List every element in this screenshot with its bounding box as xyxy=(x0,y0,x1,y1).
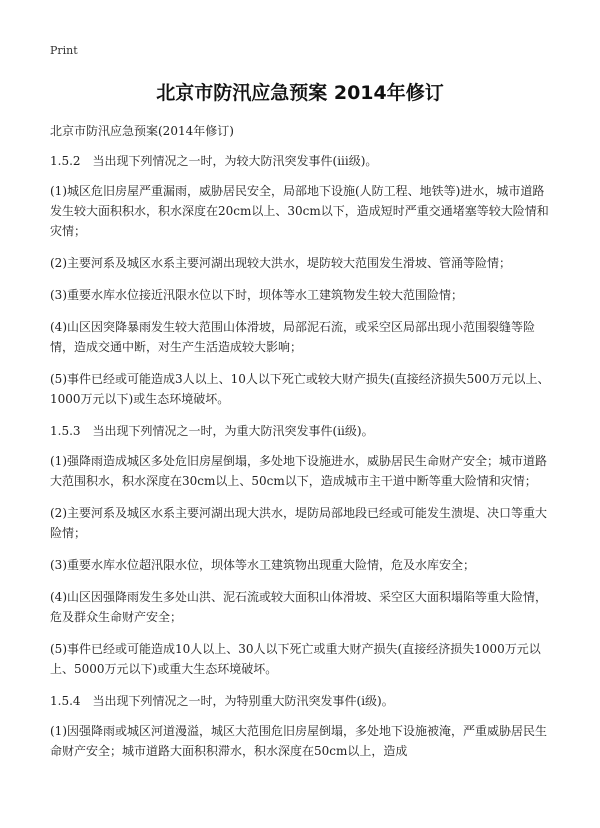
paragraph: (1)强降雨造成城区多处危旧房屋倒塌，多处地下设施进水，威胁居民生命财产安全；城市道路大范围积水，积水深度在30cm以上、50cm以下，造成城市主干道中断等重大险情和灾情； xyxy=(50,454,548,488)
document-body xyxy=(50,121,554,773)
paragraph: (4)山区因突降暴雨发生较大范围山体滑坡，局部泥石流，或采空区局部出现小范围裂缝等险情，造成交通中断，对生产生活造成较大影响； xyxy=(50,320,536,354)
paragraph: (3)重要水库水位接近汛限水位以下时，坝体等水工建筑物发生较大范围险情； xyxy=(50,288,464,302)
document-subtitle: 北京市防汛应急预案(2014年修订) xyxy=(50,124,234,138)
paragraph: (5)事件已经或可能造成10人以上、30人以下死亡或重大财产损失(直接经济损失1000万元以上、5000万元以下)或重大生态环境破坏。 xyxy=(50,642,541,676)
paragraph: (1)城区危旧房屋严重漏雨，威胁居民安全，局部地下设施(人防工程、地铁等)进水，城市道路发生较大面积积水，积水深度在20cm以上、30cm以下，造成短时严重交通堵塞等较大险情和灾情； xyxy=(50,184,549,238)
paragraph: (2)主要河系及城区水系主要河湖出现大洪水，堤防局部地段已经或可能发生溃堤、决口等重大险情； xyxy=(50,506,548,540)
print-label: Print xyxy=(50,44,78,57)
paragraph: (4)山区因强降雨发生多处山洪、泥石流或较大面积山体滑坡、采空区大面积塌陷等重大险情，危及群众生命财产安全； xyxy=(50,590,548,624)
paragraph: (5)事件已经或可能造成3人以上、10人以下死亡或较大财产损失(直接经济损失500万元以上、1000万元以下)或生态环境破坏。 xyxy=(50,372,550,406)
section-heading-1-5-2: 1.5.2 当出现下列情况之一时，为较大防汛突发事件(iii级)。 xyxy=(50,154,378,168)
section-heading-1-5-4: 1.5.4 当出现下列情况之一时，为特别重大防汛突发事件(i级)。 xyxy=(50,694,394,708)
paragraph: (1)因强降雨或城区河道漫溢，城区大范围危旧房屋倒塌，多处地下设施被淹，严重威胁居民生命财产安全；城市道路大面积积滞水，积水深度在50cm以上，造成 xyxy=(50,724,548,758)
paragraph: (3)重要水库水位超汛限水位，坝体等水工建筑物出现重大险情，危及水库安全； xyxy=(50,558,476,572)
page-title: 北京市防汛应急预案 2014年修订 xyxy=(156,82,444,104)
section-heading-1-5-3: 1.5.3 当出现下列情况之一时，为重大防汛突发事件(ii级)。 xyxy=(50,424,374,438)
paragraph: (2)主要河系及城区水系主要河湖出现较大洪水，堤防较大范围发生滑坡、管涌等险情； xyxy=(50,256,512,270)
